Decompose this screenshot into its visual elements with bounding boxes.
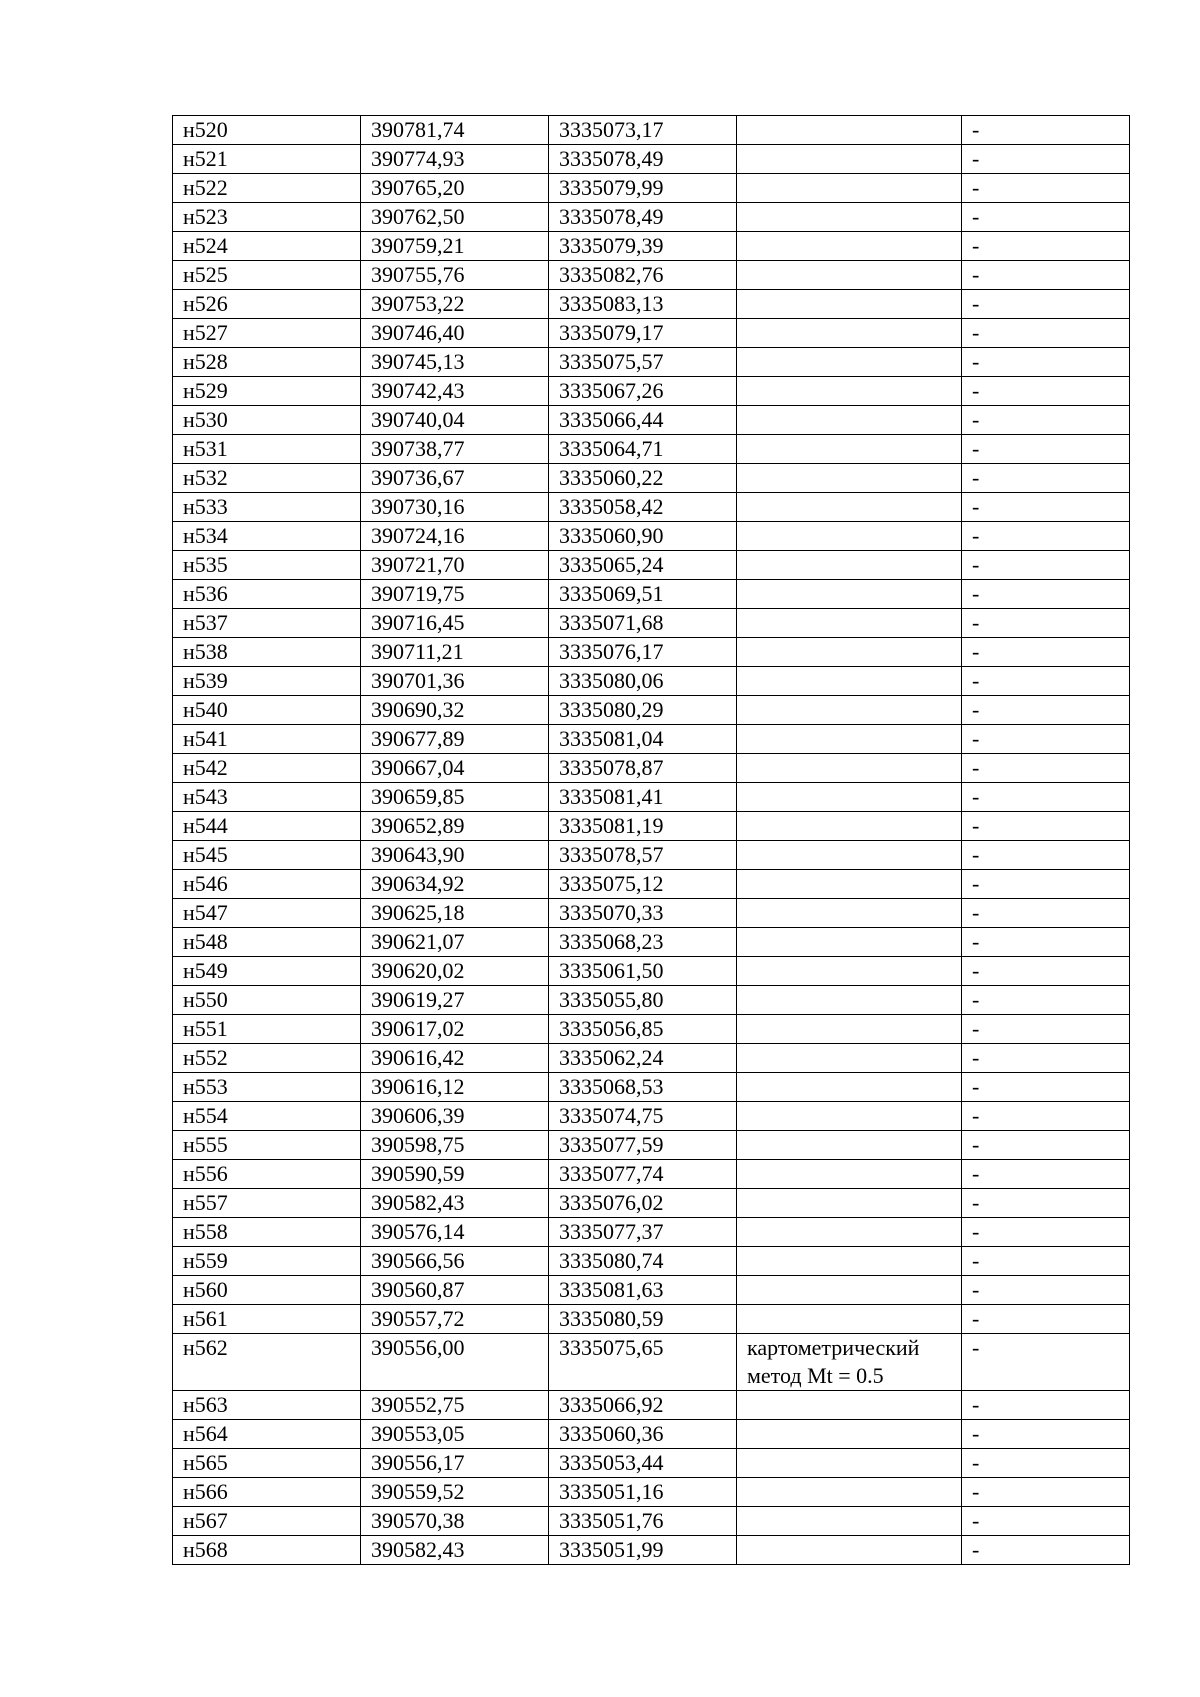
cell-x-coordinate: 390634,92	[361, 870, 549, 899]
cell-y-coordinate: 3335073,17	[549, 116, 737, 145]
cell-y-coordinate: 3335056,85	[549, 1015, 737, 1044]
table-row	[173, 1131, 1130, 1160]
cell-method	[737, 1391, 962, 1420]
cell-y-coordinate: 3335066,92	[549, 1391, 737, 1420]
cell-method	[737, 638, 962, 667]
cell-method	[737, 812, 962, 841]
cell-note: -	[962, 1189, 1130, 1218]
table-row	[173, 1218, 1130, 1247]
table-row	[173, 377, 1130, 406]
cell-y-coordinate: 3335058,42	[549, 493, 737, 522]
cell-method	[737, 319, 962, 348]
cell-y-coordinate: 3335078,57	[549, 841, 737, 870]
cell-method	[737, 1536, 962, 1565]
table-row	[173, 116, 1130, 145]
cell-method	[737, 1478, 962, 1507]
cell-x-coordinate: 390730,16	[361, 493, 549, 522]
cell-point-number: н545	[173, 841, 361, 870]
cell-x-coordinate: 390721,70	[361, 551, 549, 580]
cell-point-number: н526	[173, 290, 361, 319]
cell-x-coordinate: 390556,17	[361, 1449, 549, 1478]
cell-note: -	[962, 1449, 1130, 1478]
cell-x-coordinate: 390560,87	[361, 1276, 549, 1305]
cell-method	[737, 435, 962, 464]
cell-y-coordinate: 3335066,44	[549, 406, 737, 435]
cell-x-coordinate: 390746,40	[361, 319, 549, 348]
cell-point-number: н558	[173, 1218, 361, 1247]
cell-x-coordinate: 390556,00	[361, 1334, 549, 1391]
cell-note: -	[962, 1507, 1130, 1536]
cell-point-number: н529	[173, 377, 361, 406]
cell-y-coordinate: 3335070,33	[549, 899, 737, 928]
cell-point-number: н553	[173, 1073, 361, 1102]
cell-point-number: н548	[173, 928, 361, 957]
cell-y-coordinate: 3335061,50	[549, 957, 737, 986]
cell-x-coordinate: 390552,75	[361, 1391, 549, 1420]
cell-note: -	[962, 870, 1130, 899]
cell-point-number: н527	[173, 319, 361, 348]
table-row	[173, 1073, 1130, 1102]
cell-note: -	[962, 1160, 1130, 1189]
cell-point-number: н564	[173, 1420, 361, 1449]
cell-x-coordinate: 390753,22	[361, 290, 549, 319]
table-row	[173, 1334, 1130, 1391]
cell-note: -	[962, 522, 1130, 551]
table-row	[173, 783, 1130, 812]
cell-y-coordinate: 3335078,49	[549, 145, 737, 174]
table-row	[173, 145, 1130, 174]
cell-y-coordinate: 3335081,04	[549, 725, 737, 754]
cell-y-coordinate: 3335078,87	[549, 754, 737, 783]
cell-x-coordinate: 390621,07	[361, 928, 549, 957]
cell-y-coordinate: 3335079,99	[549, 174, 737, 203]
cell-point-number: н559	[173, 1247, 361, 1276]
cell-note: -	[962, 783, 1130, 812]
cell-method	[737, 1276, 962, 1305]
cell-x-coordinate: 390620,02	[361, 957, 549, 986]
cell-method	[737, 406, 962, 435]
cell-method	[737, 870, 962, 899]
cell-point-number: н536	[173, 580, 361, 609]
cell-method	[737, 1305, 962, 1334]
cell-y-coordinate: 3335060,22	[549, 464, 737, 493]
cell-note: -	[962, 725, 1130, 754]
table-row	[173, 1420, 1130, 1449]
table-row	[173, 1305, 1130, 1334]
cell-note: -	[962, 667, 1130, 696]
cell-method	[737, 493, 962, 522]
cell-method	[737, 1160, 962, 1189]
table-row	[173, 1015, 1130, 1044]
cell-point-number: н555	[173, 1131, 361, 1160]
cell-point-number: н562	[173, 1334, 361, 1391]
cell-y-coordinate: 3335079,17	[549, 319, 737, 348]
cell-y-coordinate: 3335080,29	[549, 696, 737, 725]
cell-note: -	[962, 986, 1130, 1015]
cell-method	[737, 986, 962, 1015]
cell-y-coordinate: 3335068,23	[549, 928, 737, 957]
cell-x-coordinate: 390742,43	[361, 377, 549, 406]
cell-method	[737, 261, 962, 290]
cell-method	[737, 667, 962, 696]
table-row	[173, 232, 1130, 261]
cell-x-coordinate: 390576,14	[361, 1218, 549, 1247]
cell-y-coordinate: 3335068,53	[549, 1073, 737, 1102]
cell-method	[737, 609, 962, 638]
cell-note: -	[962, 1015, 1130, 1044]
table-row	[173, 348, 1130, 377]
table-row	[173, 551, 1130, 580]
cell-x-coordinate: 390619,27	[361, 986, 549, 1015]
coordinates-table-body	[173, 116, 1130, 1565]
cell-y-coordinate: 3335060,90	[549, 522, 737, 551]
table-row	[173, 580, 1130, 609]
cell-method: картометрический метод Mt = 0.5	[737, 1334, 962, 1391]
table-row	[173, 957, 1130, 986]
cell-method	[737, 232, 962, 261]
cell-note: -	[962, 232, 1130, 261]
cell-y-coordinate: 3335081,19	[549, 812, 737, 841]
cell-method	[737, 725, 962, 754]
cell-note: -	[962, 116, 1130, 145]
cell-y-coordinate: 3335078,49	[549, 203, 737, 232]
cell-method	[737, 1131, 962, 1160]
table-row	[173, 1449, 1130, 1478]
table-row	[173, 1160, 1130, 1189]
cell-y-coordinate: 3335062,24	[549, 1044, 737, 1073]
cell-point-number: н525	[173, 261, 361, 290]
cell-method	[737, 928, 962, 957]
cell-point-number: н531	[173, 435, 361, 464]
table-row	[173, 899, 1130, 928]
table-row	[173, 696, 1130, 725]
cell-x-coordinate: 390759,21	[361, 232, 549, 261]
cell-point-number: н542	[173, 754, 361, 783]
cell-note: -	[962, 1073, 1130, 1102]
table-row	[173, 493, 1130, 522]
cell-x-coordinate: 390566,56	[361, 1247, 549, 1276]
table-row	[173, 1276, 1130, 1305]
cell-note: -	[962, 754, 1130, 783]
cell-y-coordinate: 3335080,06	[549, 667, 737, 696]
cell-y-coordinate: 3335051,76	[549, 1507, 737, 1536]
table-row	[173, 812, 1130, 841]
cell-note: -	[962, 406, 1130, 435]
cell-note: -	[962, 1044, 1130, 1073]
cell-method	[737, 1218, 962, 1247]
cell-note: -	[962, 580, 1130, 609]
cell-note: -	[962, 1218, 1130, 1247]
cell-note: -	[962, 464, 1130, 493]
table-row	[173, 609, 1130, 638]
cell-note: -	[962, 1247, 1130, 1276]
table-row	[173, 986, 1130, 1015]
cell-note: -	[962, 841, 1130, 870]
cell-point-number: н563	[173, 1391, 361, 1420]
cell-point-number: н541	[173, 725, 361, 754]
cell-note: -	[962, 812, 1130, 841]
cell-method	[737, 116, 962, 145]
cell-y-coordinate: 3335076,17	[549, 638, 737, 667]
cell-note: -	[962, 1305, 1130, 1334]
cell-point-number: н552	[173, 1044, 361, 1073]
table-row	[173, 261, 1130, 290]
cell-method	[737, 377, 962, 406]
cell-point-number: н521	[173, 145, 361, 174]
cell-note: -	[962, 319, 1130, 348]
cell-point-number: н528	[173, 348, 361, 377]
cell-point-number: н535	[173, 551, 361, 580]
cell-point-number: н537	[173, 609, 361, 638]
cell-y-coordinate: 3335076,02	[549, 1189, 737, 1218]
cell-method	[737, 580, 962, 609]
cell-note: -	[962, 696, 1130, 725]
cell-note: -	[962, 145, 1130, 174]
table-row	[173, 928, 1130, 957]
cell-note: -	[962, 493, 1130, 522]
table-row	[173, 638, 1130, 667]
cell-x-coordinate: 390745,13	[361, 348, 549, 377]
cell-point-number: н540	[173, 696, 361, 725]
cell-method	[737, 145, 962, 174]
table-row	[173, 725, 1130, 754]
cell-point-number: н550	[173, 986, 361, 1015]
cell-method	[737, 1044, 962, 1073]
cell-note: -	[962, 174, 1130, 203]
cell-point-number: н565	[173, 1449, 361, 1478]
table-row	[173, 1507, 1130, 1536]
cell-method	[737, 783, 962, 812]
table-row	[173, 522, 1130, 551]
cell-point-number: н532	[173, 464, 361, 493]
cell-note: -	[962, 1102, 1130, 1131]
cell-x-coordinate: 390659,85	[361, 783, 549, 812]
cell-note: -	[962, 928, 1130, 957]
cell-point-number: н567	[173, 1507, 361, 1536]
cell-note: -	[962, 551, 1130, 580]
cell-method	[737, 203, 962, 232]
cell-y-coordinate: 3335069,51	[549, 580, 737, 609]
cell-y-coordinate: 3335077,37	[549, 1218, 737, 1247]
cell-y-coordinate: 3335075,57	[549, 348, 737, 377]
cell-x-coordinate: 390740,04	[361, 406, 549, 435]
cell-method	[737, 1073, 962, 1102]
cell-x-coordinate: 390774,93	[361, 145, 549, 174]
cell-y-coordinate: 3335074,75	[549, 1102, 737, 1131]
table-row	[173, 203, 1130, 232]
cell-note: -	[962, 899, 1130, 928]
cell-x-coordinate: 390616,42	[361, 1044, 549, 1073]
table-row	[173, 464, 1130, 493]
cell-point-number: н561	[173, 1305, 361, 1334]
cell-y-coordinate: 3335080,74	[549, 1247, 737, 1276]
cell-method	[737, 174, 962, 203]
cell-point-number: н533	[173, 493, 361, 522]
cell-x-coordinate: 390553,05	[361, 1420, 549, 1449]
cell-note: -	[962, 1131, 1130, 1160]
cell-note: -	[962, 348, 1130, 377]
cell-note: -	[962, 1478, 1130, 1507]
table-row	[173, 1391, 1130, 1420]
cell-point-number: н554	[173, 1102, 361, 1131]
cell-x-coordinate: 390781,74	[361, 116, 549, 145]
cell-note: -	[962, 290, 1130, 319]
cell-x-coordinate: 390570,38	[361, 1507, 549, 1536]
cell-point-number: н543	[173, 783, 361, 812]
cell-y-coordinate: 3335064,71	[549, 435, 737, 464]
cell-y-coordinate: 3335053,44	[549, 1449, 737, 1478]
table-row	[173, 841, 1130, 870]
table-row	[173, 435, 1130, 464]
cell-method	[737, 1449, 962, 1478]
table-row	[173, 1189, 1130, 1218]
cell-method	[737, 1189, 962, 1218]
cell-note: -	[962, 1276, 1130, 1305]
cell-method	[737, 1015, 962, 1044]
cell-x-coordinate: 390598,75	[361, 1131, 549, 1160]
cell-x-coordinate: 390736,67	[361, 464, 549, 493]
cell-note: -	[962, 638, 1130, 667]
table-row	[173, 319, 1130, 348]
cell-y-coordinate: 3335080,59	[549, 1305, 737, 1334]
cell-y-coordinate: 3335081,63	[549, 1276, 737, 1305]
cell-y-coordinate: 3335077,59	[549, 1131, 737, 1160]
cell-x-coordinate: 390716,45	[361, 609, 549, 638]
cell-x-coordinate: 390557,72	[361, 1305, 549, 1334]
cell-y-coordinate: 3335079,39	[549, 232, 737, 261]
cell-method	[737, 754, 962, 783]
cell-method	[737, 899, 962, 928]
cell-note: -	[962, 1420, 1130, 1449]
table-row	[173, 1102, 1130, 1131]
table-row	[173, 174, 1130, 203]
cell-method	[737, 348, 962, 377]
cell-point-number: н551	[173, 1015, 361, 1044]
cell-method	[737, 1102, 962, 1131]
cell-x-coordinate: 390755,76	[361, 261, 549, 290]
cell-x-coordinate: 390765,20	[361, 174, 549, 203]
cell-note: -	[962, 1334, 1130, 1391]
cell-y-coordinate: 3335067,26	[549, 377, 737, 406]
cell-x-coordinate: 390582,43	[361, 1189, 549, 1218]
cell-x-coordinate: 390677,89	[361, 725, 549, 754]
cell-x-coordinate: 390738,77	[361, 435, 549, 464]
cell-method	[737, 1420, 962, 1449]
cell-note: -	[962, 1536, 1130, 1565]
cell-x-coordinate: 390616,12	[361, 1073, 549, 1102]
cell-point-number: н546	[173, 870, 361, 899]
table-row	[173, 754, 1130, 783]
cell-y-coordinate: 3335051,99	[549, 1536, 737, 1565]
cell-point-number: н557	[173, 1189, 361, 1218]
cell-method	[737, 957, 962, 986]
cell-x-coordinate: 390701,36	[361, 667, 549, 696]
cell-point-number: н520	[173, 116, 361, 145]
cell-y-coordinate: 3335081,41	[549, 783, 737, 812]
cell-y-coordinate: 3335071,68	[549, 609, 737, 638]
cell-note: -	[962, 609, 1130, 638]
cell-method	[737, 551, 962, 580]
cell-point-number: н524	[173, 232, 361, 261]
cell-method	[737, 1247, 962, 1276]
cell-x-coordinate: 390590,59	[361, 1160, 549, 1189]
cell-x-coordinate: 390762,50	[361, 203, 549, 232]
cell-x-coordinate: 390652,89	[361, 812, 549, 841]
cell-x-coordinate: 390690,32	[361, 696, 549, 725]
cell-method	[737, 696, 962, 725]
cell-method	[737, 290, 962, 319]
cell-y-coordinate: 3335060,36	[549, 1420, 737, 1449]
cell-y-coordinate: 3335082,76	[549, 261, 737, 290]
table-row	[173, 667, 1130, 696]
table-row	[173, 1247, 1130, 1276]
cell-point-number: н538	[173, 638, 361, 667]
cell-point-number: н530	[173, 406, 361, 435]
table-row	[173, 1478, 1130, 1507]
cell-point-number: н534	[173, 522, 361, 551]
cell-method	[737, 522, 962, 551]
cell-y-coordinate: 3335055,80	[549, 986, 737, 1015]
cell-point-number: н547	[173, 899, 361, 928]
cell-note: -	[962, 377, 1130, 406]
table-row	[173, 406, 1130, 435]
cell-x-coordinate: 390711,21	[361, 638, 549, 667]
cell-x-coordinate: 390719,75	[361, 580, 549, 609]
cell-point-number: н556	[173, 1160, 361, 1189]
cell-x-coordinate: 390617,02	[361, 1015, 549, 1044]
cell-point-number: н549	[173, 957, 361, 986]
cell-x-coordinate: 390559,52	[361, 1478, 549, 1507]
cell-note: -	[962, 957, 1130, 986]
cell-point-number: н522	[173, 174, 361, 203]
cell-x-coordinate: 390667,04	[361, 754, 549, 783]
cell-point-number: н560	[173, 1276, 361, 1305]
cell-method	[737, 464, 962, 493]
cell-x-coordinate: 390606,39	[361, 1102, 549, 1131]
cell-x-coordinate: 390643,90	[361, 841, 549, 870]
cell-point-number: н523	[173, 203, 361, 232]
cell-x-coordinate: 390582,43	[361, 1536, 549, 1565]
cell-method	[737, 1507, 962, 1536]
table-row	[173, 290, 1130, 319]
cell-x-coordinate: 390724,16	[361, 522, 549, 551]
cell-y-coordinate: 3335075,12	[549, 870, 737, 899]
cell-method	[737, 841, 962, 870]
cell-y-coordinate: 3335051,16	[549, 1478, 737, 1507]
table-row	[173, 870, 1130, 899]
cell-note: -	[962, 1391, 1130, 1420]
cell-y-coordinate: 3335075,65	[549, 1334, 737, 1391]
table-row	[173, 1044, 1130, 1073]
cell-note: -	[962, 261, 1130, 290]
cell-note: -	[962, 435, 1130, 464]
cell-y-coordinate: 3335083,13	[549, 290, 737, 319]
cell-note: -	[962, 203, 1130, 232]
cell-point-number: н539	[173, 667, 361, 696]
cell-point-number: н544	[173, 812, 361, 841]
cell-y-coordinate: 3335077,74	[549, 1160, 737, 1189]
cell-x-coordinate: 390625,18	[361, 899, 549, 928]
cell-y-coordinate: 3335065,24	[549, 551, 737, 580]
cell-point-number: н566	[173, 1478, 361, 1507]
cell-point-number: н568	[173, 1536, 361, 1565]
coordinates-table	[172, 115, 1130, 1565]
table-row	[173, 1536, 1130, 1565]
